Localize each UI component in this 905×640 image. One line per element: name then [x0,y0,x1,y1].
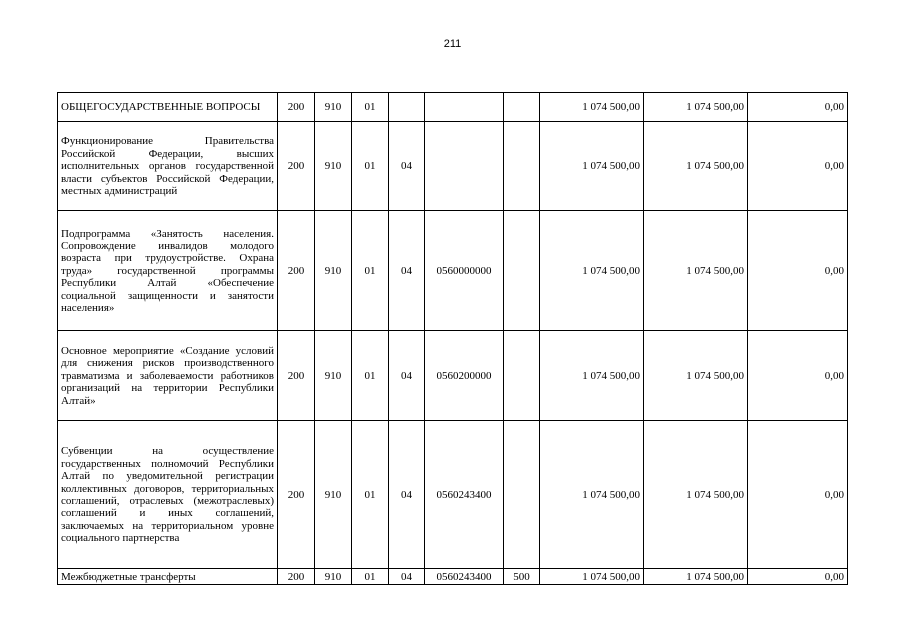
row-name: ОБЩЕГОСУДАРСТВЕННЫЕ ВОПРОСЫ [58,93,278,122]
table-row [58,569,848,585]
table-row [58,93,848,122]
table-row [58,331,848,421]
row-grbs: 910 [315,569,352,585]
row-percent: 0,00 [748,569,848,585]
budget-table [57,92,848,585]
row-percent: 0,00 [748,122,848,211]
row-expense-type [504,211,540,331]
row-target: 0560243400 [425,421,504,569]
row-percent: 0,00 [748,93,848,122]
row-amount-plan: 1 074 500,00 [540,331,644,421]
row-amount-fact: 1 074 500,00 [644,211,748,331]
row-amount-plan: 1 074 500,00 [540,421,644,569]
row-amount-fact: 1 074 500,00 [644,122,748,211]
row-code: 200 [278,93,315,122]
row-name: Основное мероприятие «Создание условий для снижения рисков производственного травматизма и заболеваемости работников организаций на территории Республики Алтай» [58,331,278,421]
row-expense-type [504,331,540,421]
row-grbs: 910 [315,421,352,569]
row-code: 200 [278,122,315,211]
row-name: Межбюджетные трансферты [58,569,278,585]
row-amount-plan: 1 074 500,00 [540,93,644,122]
row-target [425,93,504,122]
table-row [58,122,848,211]
row-amount-fact: 1 074 500,00 [644,331,748,421]
row-section: 01 [352,569,389,585]
row-code: 200 [278,421,315,569]
row-code: 200 [278,331,315,421]
row-amount-fact: 1 074 500,00 [644,569,748,585]
row-amount-fact: 1 074 500,00 [644,93,748,122]
table-row [58,211,848,331]
row-target: 0560000000 [425,211,504,331]
row-expense-type [504,93,540,122]
table-row [58,421,848,569]
row-amount-plan: 1 074 500,00 [540,122,644,211]
row-section: 01 [352,421,389,569]
row-name: Подпрограмма «Занятость населения. Сопровождение инвалидов молодого возраста при трудоустройстве. Охрана труда» государственной программы Республики Алтай «Обеспечение социальной защищенности и занятости населения» [58,211,278,331]
row-expense-type [504,122,540,211]
row-subsection [389,93,425,122]
row-subsection: 04 [389,331,425,421]
row-percent: 0,00 [748,331,848,421]
row-subsection: 04 [389,211,425,331]
row-subsection: 04 [389,122,425,211]
row-code: 200 [278,211,315,331]
row-grbs: 910 [315,331,352,421]
row-section: 01 [352,122,389,211]
row-percent: 0,00 [748,211,848,331]
row-subsection: 04 [389,421,425,569]
row-amount-plan: 1 074 500,00 [540,211,644,331]
row-grbs: 910 [315,211,352,331]
row-name: Функционирование Правительства Российской Федерации, высших исполнительных органов государственной власти субъектов Российской Федерации, местных администраций [58,122,278,211]
row-target: 0560243400 [425,569,504,585]
row-target: 0560200000 [425,331,504,421]
row-code: 200 [278,569,315,585]
row-target [425,122,504,211]
row-subsection: 04 [389,569,425,585]
row-expense-type: 500 [504,569,540,585]
page-number: 211 [443,38,462,50]
row-expense-type [504,421,540,569]
row-amount-fact: 1 074 500,00 [644,421,748,569]
row-percent: 0,00 [748,421,848,569]
row-section: 01 [352,93,389,122]
row-grbs: 910 [315,122,352,211]
row-name: Субвенции на осуществление государственных полномочий Республики Алтай по уведомительной регистрации коллективных договоров, территориальных соглашений, отраслевых (межотраслевых) соглашений и иных соглашений, заключаемых на территориальном уровне социального партнерства [58,421,278,569]
row-section: 01 [352,211,389,331]
row-amount-plan: 1 074 500,00 [540,569,644,585]
row-section: 01 [352,331,389,421]
row-grbs: 910 [315,93,352,122]
